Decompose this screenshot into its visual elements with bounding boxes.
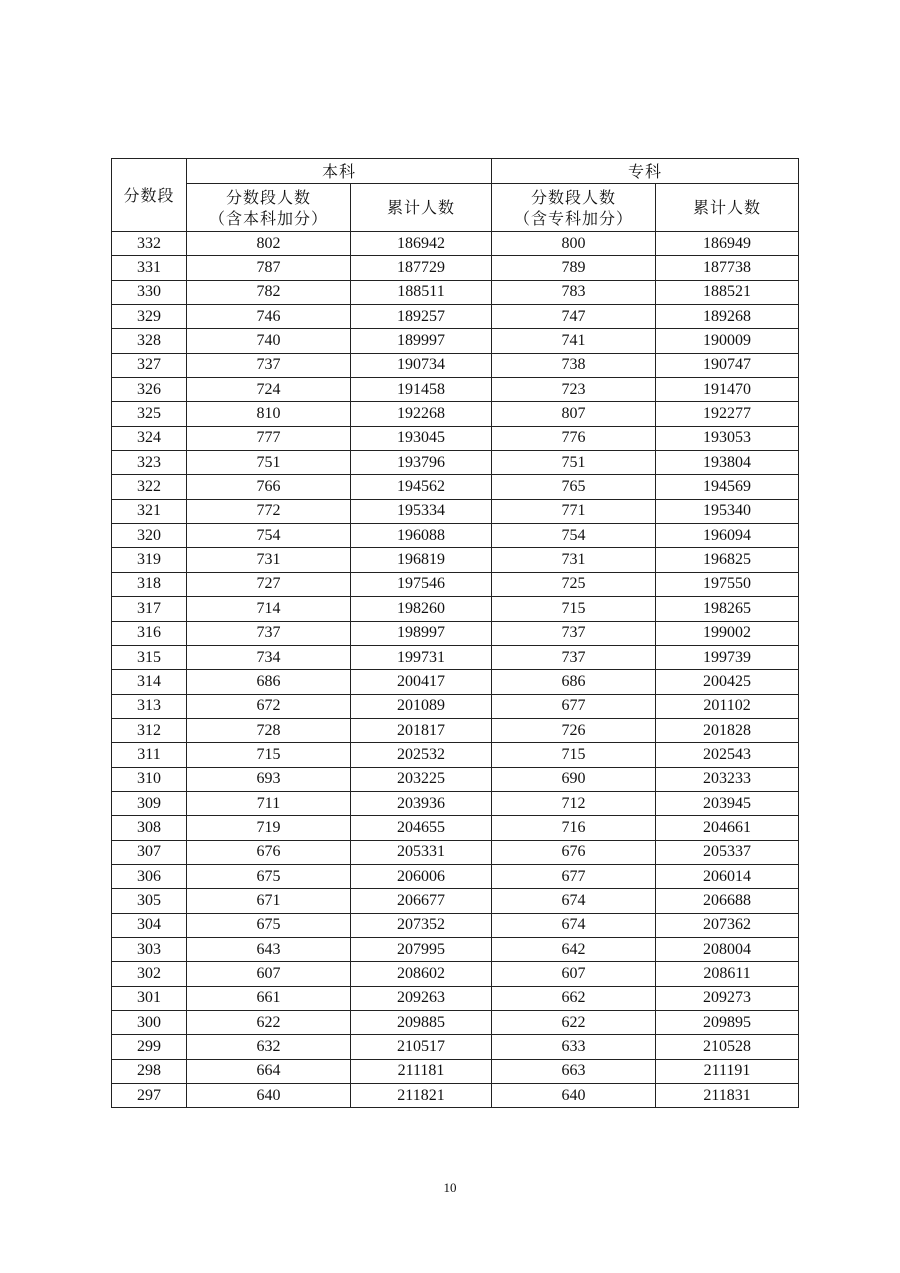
- junior-cumulative-cell: 210528: [656, 1035, 799, 1059]
- table-row: [112, 475, 799, 499]
- junior-cumulative-cell: 200425: [656, 670, 799, 694]
- undergrad-count-cell: 724: [187, 378, 351, 402]
- undergrad-count-cell: 715: [187, 743, 351, 767]
- table-row: [112, 962, 799, 986]
- junior-cumulative-cell: 199739: [656, 645, 799, 669]
- junior-count-label: 分数段人数: [531, 187, 617, 207]
- score-cell: 327: [112, 353, 187, 377]
- undergrad-cumulative-cell: 203936: [351, 791, 492, 815]
- table-row: [112, 572, 799, 596]
- junior-cumulative-cell: 190009: [656, 329, 799, 353]
- undergrad-cumulative-cell: 197546: [351, 572, 492, 596]
- undergrad-cumulative-cell: 209263: [351, 986, 492, 1010]
- junior-count-cell: 674: [492, 913, 656, 937]
- undergrad-count-cell: 672: [187, 694, 351, 718]
- table-row: [112, 329, 799, 353]
- undergrad-cumulative-cell: 209885: [351, 1011, 492, 1035]
- score-cell: 299: [112, 1035, 187, 1059]
- undergrad-count-cell: 664: [187, 1059, 351, 1083]
- table-row: [112, 718, 799, 742]
- score-cell: 312: [112, 718, 187, 742]
- junior-count-cell: 789: [492, 256, 656, 280]
- undergrad-cumulative-cell: 207995: [351, 937, 492, 961]
- table-row: [112, 937, 799, 961]
- undergrad-count-header: [187, 184, 351, 232]
- undergrad-count-cell: 711: [187, 791, 351, 815]
- undergrad-cumulative-cell: 193796: [351, 451, 492, 475]
- junior-cumulative-cell: 209895: [656, 1011, 799, 1035]
- table-row: [112, 816, 799, 840]
- table-row: [112, 426, 799, 450]
- undergrad-cumulative-cell: 196819: [351, 548, 492, 572]
- score-cell: 301: [112, 986, 187, 1010]
- undergrad-count-cell: 727: [187, 572, 351, 596]
- undergrad-cumulative-cell: 201817: [351, 718, 492, 742]
- junior-count-cell: 747: [492, 305, 656, 329]
- undergrad-count-cell: 607: [187, 962, 351, 986]
- undergrad-count-cell: 772: [187, 499, 351, 523]
- junior-cumulative-cell: 204661: [656, 816, 799, 840]
- undergrad-cumulative-cell: 204655: [351, 816, 492, 840]
- score-cell: 304: [112, 913, 187, 937]
- junior-count-cell: 783: [492, 280, 656, 304]
- undergrad-cumulative-cell: 206677: [351, 889, 492, 913]
- junior-cumulative-cell: 194569: [656, 475, 799, 499]
- undergrad-count-cell: 746: [187, 305, 351, 329]
- junior-cumulative-cell: 197550: [656, 572, 799, 596]
- junior-cumulative-cell: 201102: [656, 694, 799, 718]
- undergrad-cumulative-cell: 186942: [351, 232, 492, 256]
- junior-count-cell: 607: [492, 962, 656, 986]
- junior-count-cell: 751: [492, 451, 656, 475]
- undergrad-count-cell: 766: [187, 475, 351, 499]
- undergrad-cumulative-cell: 205331: [351, 840, 492, 864]
- junior-count-cell: 737: [492, 645, 656, 669]
- junior-cumulative-cell: 207362: [656, 913, 799, 937]
- undergrad-cumulative-cell: 192268: [351, 402, 492, 426]
- junior-cumulative-cell: 190747: [656, 353, 799, 377]
- undergrad-count-cell: 693: [187, 767, 351, 791]
- undergrad-count-label: 分数段人数: [225, 187, 311, 207]
- table-row: [112, 378, 799, 402]
- table-row: [112, 597, 799, 621]
- table-row: [112, 864, 799, 888]
- undergrad-group-header: 本科: [187, 159, 492, 184]
- junior-cumulative-cell: 198265: [656, 597, 799, 621]
- undergrad-count-cell: 675: [187, 913, 351, 937]
- score-cell: 309: [112, 791, 187, 815]
- undergrad-cumulative-header: 累计人数: [351, 184, 492, 232]
- undergrad-count-cell: 676: [187, 840, 351, 864]
- undergrad-cumulative-cell: 189257: [351, 305, 492, 329]
- junior-count-cell: 663: [492, 1059, 656, 1083]
- table-body: [112, 232, 799, 1108]
- score-cell: 321: [112, 499, 187, 523]
- score-cell: 330: [112, 280, 187, 304]
- score-cell: 326: [112, 378, 187, 402]
- score-cell: 302: [112, 962, 187, 986]
- junior-cumulative-cell: 196825: [656, 548, 799, 572]
- score-cell: 332: [112, 232, 187, 256]
- table-row: [112, 402, 799, 426]
- junior-count-cell: 715: [492, 743, 656, 767]
- junior-count-cell: 686: [492, 670, 656, 694]
- junior-count-cell: 640: [492, 1084, 656, 1108]
- table-row: [112, 1084, 799, 1108]
- undergrad-cumulative-cell: 194562: [351, 475, 492, 499]
- table-row: [112, 840, 799, 864]
- table-row: [112, 743, 799, 767]
- undergrad-cumulative-cell: 201089: [351, 694, 492, 718]
- table-row: [112, 256, 799, 280]
- undergrad-cumulative-cell: 195334: [351, 499, 492, 523]
- table-row: [112, 621, 799, 645]
- undergrad-count-cell: 802: [187, 232, 351, 256]
- table-header-row: [112, 159, 799, 184]
- junior-cumulative-cell: 199002: [656, 621, 799, 645]
- junior-count-cell: 800: [492, 232, 656, 256]
- junior-cumulative-cell: 211191: [656, 1059, 799, 1083]
- score-cell: 328: [112, 329, 187, 353]
- undergrad-cumulative-cell: 203225: [351, 767, 492, 791]
- junior-count-cell: 741: [492, 329, 656, 353]
- table-row: [112, 913, 799, 937]
- undergrad-count-cell: 740: [187, 329, 351, 353]
- score-distribution-table: [111, 158, 799, 1108]
- junior-cumulative-header: 累计人数: [656, 184, 799, 232]
- junior-cumulative-cell: 186949: [656, 232, 799, 256]
- junior-cumulative-cell: 208004: [656, 937, 799, 961]
- junior-cumulative-cell: 209273: [656, 986, 799, 1010]
- undergrad-cumulative-cell: 207352: [351, 913, 492, 937]
- junior-cumulative-cell: 188521: [656, 280, 799, 304]
- undergrad-cumulative-cell: 196088: [351, 524, 492, 548]
- junior-count-cell: 677: [492, 694, 656, 718]
- score-cell: 306: [112, 864, 187, 888]
- score-cell: 310: [112, 767, 187, 791]
- undergrad-count-cell: 661: [187, 986, 351, 1010]
- junior-count-cell: 676: [492, 840, 656, 864]
- junior-cumulative-cell: 193804: [656, 451, 799, 475]
- junior-count-cell: 642: [492, 937, 656, 961]
- junior-cumulative-cell: 193053: [656, 426, 799, 450]
- junior-count-cell: 771: [492, 499, 656, 523]
- junior-count-cell: 765: [492, 475, 656, 499]
- score-cell: 305: [112, 889, 187, 913]
- table-row: [112, 1059, 799, 1083]
- undergrad-cumulative-cell: 198260: [351, 597, 492, 621]
- score-cell: 329: [112, 305, 187, 329]
- junior-count-cell: 807: [492, 402, 656, 426]
- junior-count-cell: 723: [492, 378, 656, 402]
- junior-group-header: 专科: [492, 159, 799, 184]
- junior-count-cell: 725: [492, 572, 656, 596]
- junior-cumulative-cell: 205337: [656, 840, 799, 864]
- table-row: [112, 1035, 799, 1059]
- junior-count-cell: 622: [492, 1011, 656, 1035]
- undergrad-cumulative-cell: 189997: [351, 329, 492, 353]
- undergrad-cumulative-cell: 190734: [351, 353, 492, 377]
- undergrad-cumulative-cell: 198997: [351, 621, 492, 645]
- score-cell: 324: [112, 426, 187, 450]
- junior-count-cell: 754: [492, 524, 656, 548]
- junior-cumulative-cell: 201828: [656, 718, 799, 742]
- score-cell: 331: [112, 256, 187, 280]
- undergrad-count-cell: 751: [187, 451, 351, 475]
- junior-count-cell: 731: [492, 548, 656, 572]
- score-cell: 303: [112, 937, 187, 961]
- table-row: [112, 670, 799, 694]
- undergrad-count-cell: 728: [187, 718, 351, 742]
- table-row: [112, 305, 799, 329]
- undergrad-count-cell: 640: [187, 1084, 351, 1108]
- junior-count-header: [492, 184, 656, 232]
- table-row: [112, 791, 799, 815]
- table-row: [112, 645, 799, 669]
- junior-cumulative-cell: 195340: [656, 499, 799, 523]
- junior-count-cell: 726: [492, 718, 656, 742]
- undergrad-count-cell: 734: [187, 645, 351, 669]
- score-cell: 300: [112, 1011, 187, 1035]
- score-cell: 315: [112, 645, 187, 669]
- undergrad-cumulative-cell: 191458: [351, 378, 492, 402]
- score-cell: 313: [112, 694, 187, 718]
- table-row: [112, 353, 799, 377]
- page-number: 10: [443, 1180, 457, 1195]
- undergrad-count-note: （含本科加分）: [208, 208, 328, 228]
- undergrad-count-cell: 810: [187, 402, 351, 426]
- junior-cumulative-cell: 191470: [656, 378, 799, 402]
- undergrad-count-cell: 731: [187, 548, 351, 572]
- junior-cumulative-cell: 203233: [656, 767, 799, 791]
- junior-cumulative-cell: 202543: [656, 743, 799, 767]
- junior-count-cell: 633: [492, 1035, 656, 1059]
- score-cell: 317: [112, 597, 187, 621]
- undergrad-count-cell: 675: [187, 864, 351, 888]
- table-row: [112, 767, 799, 791]
- undergrad-cumulative-cell: 199731: [351, 645, 492, 669]
- table-row: [112, 232, 799, 256]
- junior-count-cell: 674: [492, 889, 656, 913]
- junior-cumulative-cell: 208611: [656, 962, 799, 986]
- table-row: [112, 280, 799, 304]
- score-cell: 322: [112, 475, 187, 499]
- junior-cumulative-cell: 196094: [656, 524, 799, 548]
- undergrad-cumulative-cell: 211181: [351, 1059, 492, 1083]
- table-row: [112, 451, 799, 475]
- undergrad-count-cell: 643: [187, 937, 351, 961]
- undergrad-count-cell: 632: [187, 1035, 351, 1059]
- score-cell: 308: [112, 816, 187, 840]
- score-cell: 316: [112, 621, 187, 645]
- undergrad-count-cell: 754: [187, 524, 351, 548]
- table-row: [112, 499, 799, 523]
- undergrad-cumulative-cell: 193045: [351, 426, 492, 450]
- junior-count-cell: 776: [492, 426, 656, 450]
- junior-cumulative-cell: 206688: [656, 889, 799, 913]
- undergrad-count-cell: 782: [187, 280, 351, 304]
- score-cell: 311: [112, 743, 187, 767]
- undergrad-cumulative-cell: 208602: [351, 962, 492, 986]
- undergrad-cumulative-cell: 187729: [351, 256, 492, 280]
- junior-count-cell: 715: [492, 597, 656, 621]
- undergrad-cumulative-cell: 206006: [351, 864, 492, 888]
- junior-cumulative-cell: 203945: [656, 791, 799, 815]
- undergrad-cumulative-cell: 211821: [351, 1084, 492, 1108]
- score-cell: 323: [112, 451, 187, 475]
- score-cell: 298: [112, 1059, 187, 1083]
- table-subheader-row: [112, 184, 799, 232]
- score-cell: 297: [112, 1084, 187, 1108]
- junior-count-cell: 677: [492, 864, 656, 888]
- junior-cumulative-cell: 189268: [656, 305, 799, 329]
- undergrad-count-cell: 686: [187, 670, 351, 694]
- junior-count-cell: 690: [492, 767, 656, 791]
- undergrad-count-cell: 787: [187, 256, 351, 280]
- junior-cumulative-cell: 187738: [656, 256, 799, 280]
- table-row: [112, 1011, 799, 1035]
- junior-count-note: （含专科加分）: [514, 208, 634, 228]
- junior-cumulative-cell: 211831: [656, 1084, 799, 1108]
- undergrad-cumulative-cell: 200417: [351, 670, 492, 694]
- table-row: [112, 524, 799, 548]
- score-cell: 318: [112, 572, 187, 596]
- table-row: [112, 548, 799, 572]
- undergrad-count-cell: 719: [187, 816, 351, 840]
- score-band-header: 分数段: [112, 159, 187, 232]
- junior-count-cell: 737: [492, 621, 656, 645]
- table-row: [112, 694, 799, 718]
- score-cell: 314: [112, 670, 187, 694]
- table-row: [112, 889, 799, 913]
- score-cell: 320: [112, 524, 187, 548]
- junior-count-cell: 716: [492, 816, 656, 840]
- undergrad-count-cell: 622: [187, 1011, 351, 1035]
- undergrad-count-cell: 714: [187, 597, 351, 621]
- undergrad-cumulative-cell: 202532: [351, 743, 492, 767]
- table-row: [112, 986, 799, 1010]
- undergrad-count-cell: 671: [187, 889, 351, 913]
- undergrad-cumulative-cell: 188511: [351, 280, 492, 304]
- undergrad-count-cell: 737: [187, 353, 351, 377]
- junior-count-cell: 712: [492, 791, 656, 815]
- undergrad-count-cell: 777: [187, 426, 351, 450]
- undergrad-count-cell: 737: [187, 621, 351, 645]
- score-cell: 325: [112, 402, 187, 426]
- junior-cumulative-cell: 206014: [656, 864, 799, 888]
- undergrad-cumulative-cell: 210517: [351, 1035, 492, 1059]
- junior-count-cell: 662: [492, 986, 656, 1010]
- score-cell: 319: [112, 548, 187, 572]
- score-cell: 307: [112, 840, 187, 864]
- junior-cumulative-cell: 192277: [656, 402, 799, 426]
- junior-count-cell: 738: [492, 353, 656, 377]
